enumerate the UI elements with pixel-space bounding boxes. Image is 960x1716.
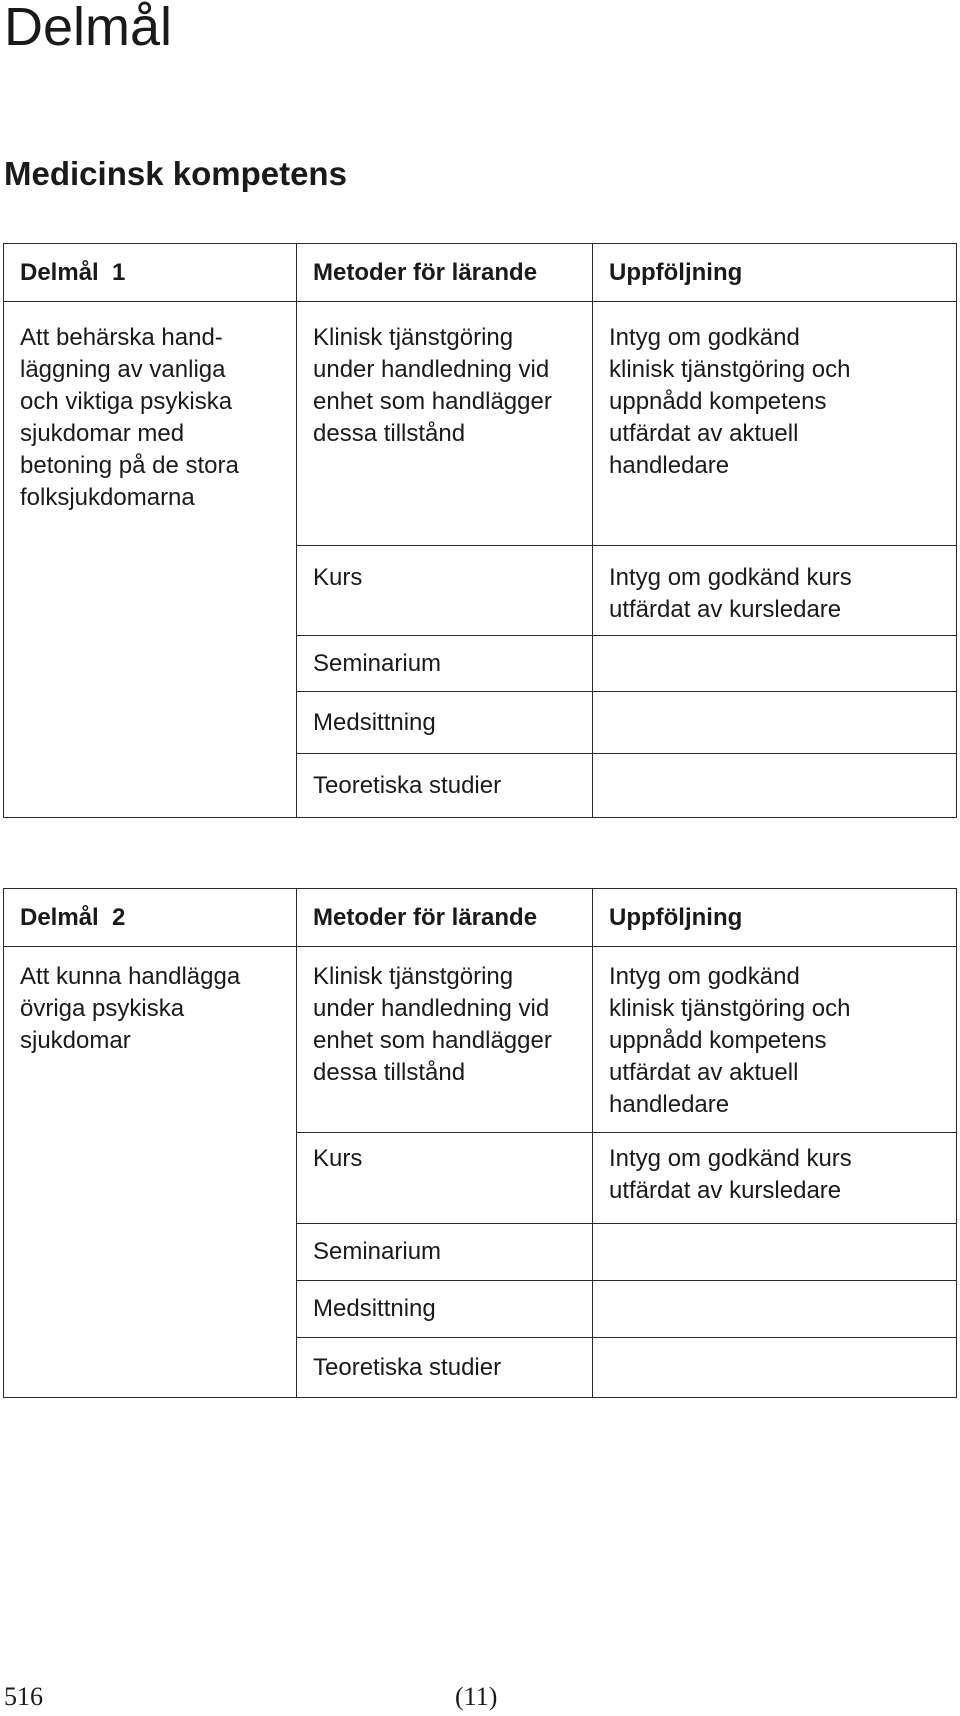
followup-cell [593, 1224, 957, 1281]
header-methods: Metoder för lärande [297, 244, 593, 302]
followup-text: Intyg om godkänd klinisk tjänstgöring och uppnådd kompetens utfärdat av aktuell handledare [609, 963, 851, 1118]
table-header-row [4, 889, 957, 947]
method-cell [297, 302, 593, 546]
goal-cell [4, 947, 297, 1398]
method-cell [297, 546, 593, 636]
header-goal: Delmål 2 [4, 889, 297, 947]
method-text: Seminarium [313, 649, 442, 677]
method-cell [297, 1281, 593, 1338]
table-row [4, 302, 957, 546]
method-cell [297, 1224, 593, 1281]
method-text: Klinisk tjänstgöring under handledning vid enhet som handlägger dessa tillstånd [313, 963, 552, 1086]
page-title: Delmål [4, 0, 173, 57]
page-count: (11) [455, 1682, 498, 1711]
goal-text: Att kunna handlägga övriga psykiska sjukdomar [20, 963, 241, 1054]
header-methods: Metoder för lärande [297, 889, 593, 947]
method-cell [297, 947, 593, 1133]
method-cell [297, 636, 593, 692]
header-followup: Uppföljning [593, 244, 957, 302]
method-text: Medsittning [313, 708, 436, 736]
method-cell [297, 1338, 593, 1398]
goal-table-1 [3, 243, 957, 818]
followup-cell [593, 546, 957, 636]
header-goal: Delmål 1 [4, 244, 297, 302]
method-text: Seminarium [313, 1238, 442, 1265]
method-text: Teoretiska studier [313, 1353, 502, 1381]
followup-text: Intyg om godkänd kurs utfärdat av kursledare [609, 564, 852, 623]
goal-cell [4, 302, 297, 818]
followup-cell [593, 754, 957, 818]
method-text: Kurs [313, 1145, 363, 1172]
method-text: Kurs [313, 564, 363, 591]
followup-cell [593, 302, 957, 546]
goal-table-2 [3, 888, 957, 1398]
followup-text: Intyg om godkänd kurs utfärdat av kursledare [609, 1145, 852, 1204]
followup-cell [593, 692, 957, 754]
method-text: Medsittning [313, 1295, 436, 1322]
goal-text: Att behärska hand- läggning av vanliga och viktiga psykiska sjukdomar med betoning på de stora folksjukdomarna [20, 324, 239, 511]
followup-cell [593, 1338, 957, 1398]
method-cell [297, 754, 593, 818]
table-row [4, 947, 957, 1133]
followup-cell [593, 1281, 957, 1338]
method-text: Teoretiska studier [313, 771, 502, 799]
followup-cell [593, 947, 957, 1133]
section-title: Medicinsk kompetens [4, 155, 347, 192]
followup-cell [593, 1133, 957, 1224]
method-cell [297, 692, 593, 754]
page-number: 516 [4, 1682, 43, 1711]
table-header-row [4, 244, 957, 302]
followup-cell [593, 636, 957, 692]
followup-text: Intyg om godkänd klinisk tjänstgöring och uppnådd kompetens utfärdat av aktuell handledare [609, 324, 851, 479]
method-cell [297, 1133, 593, 1224]
header-followup: Uppföljning [593, 889, 957, 947]
method-text: Klinisk tjänstgöring under handledning vid enhet som handlägger dessa tillstånd [313, 324, 552, 447]
